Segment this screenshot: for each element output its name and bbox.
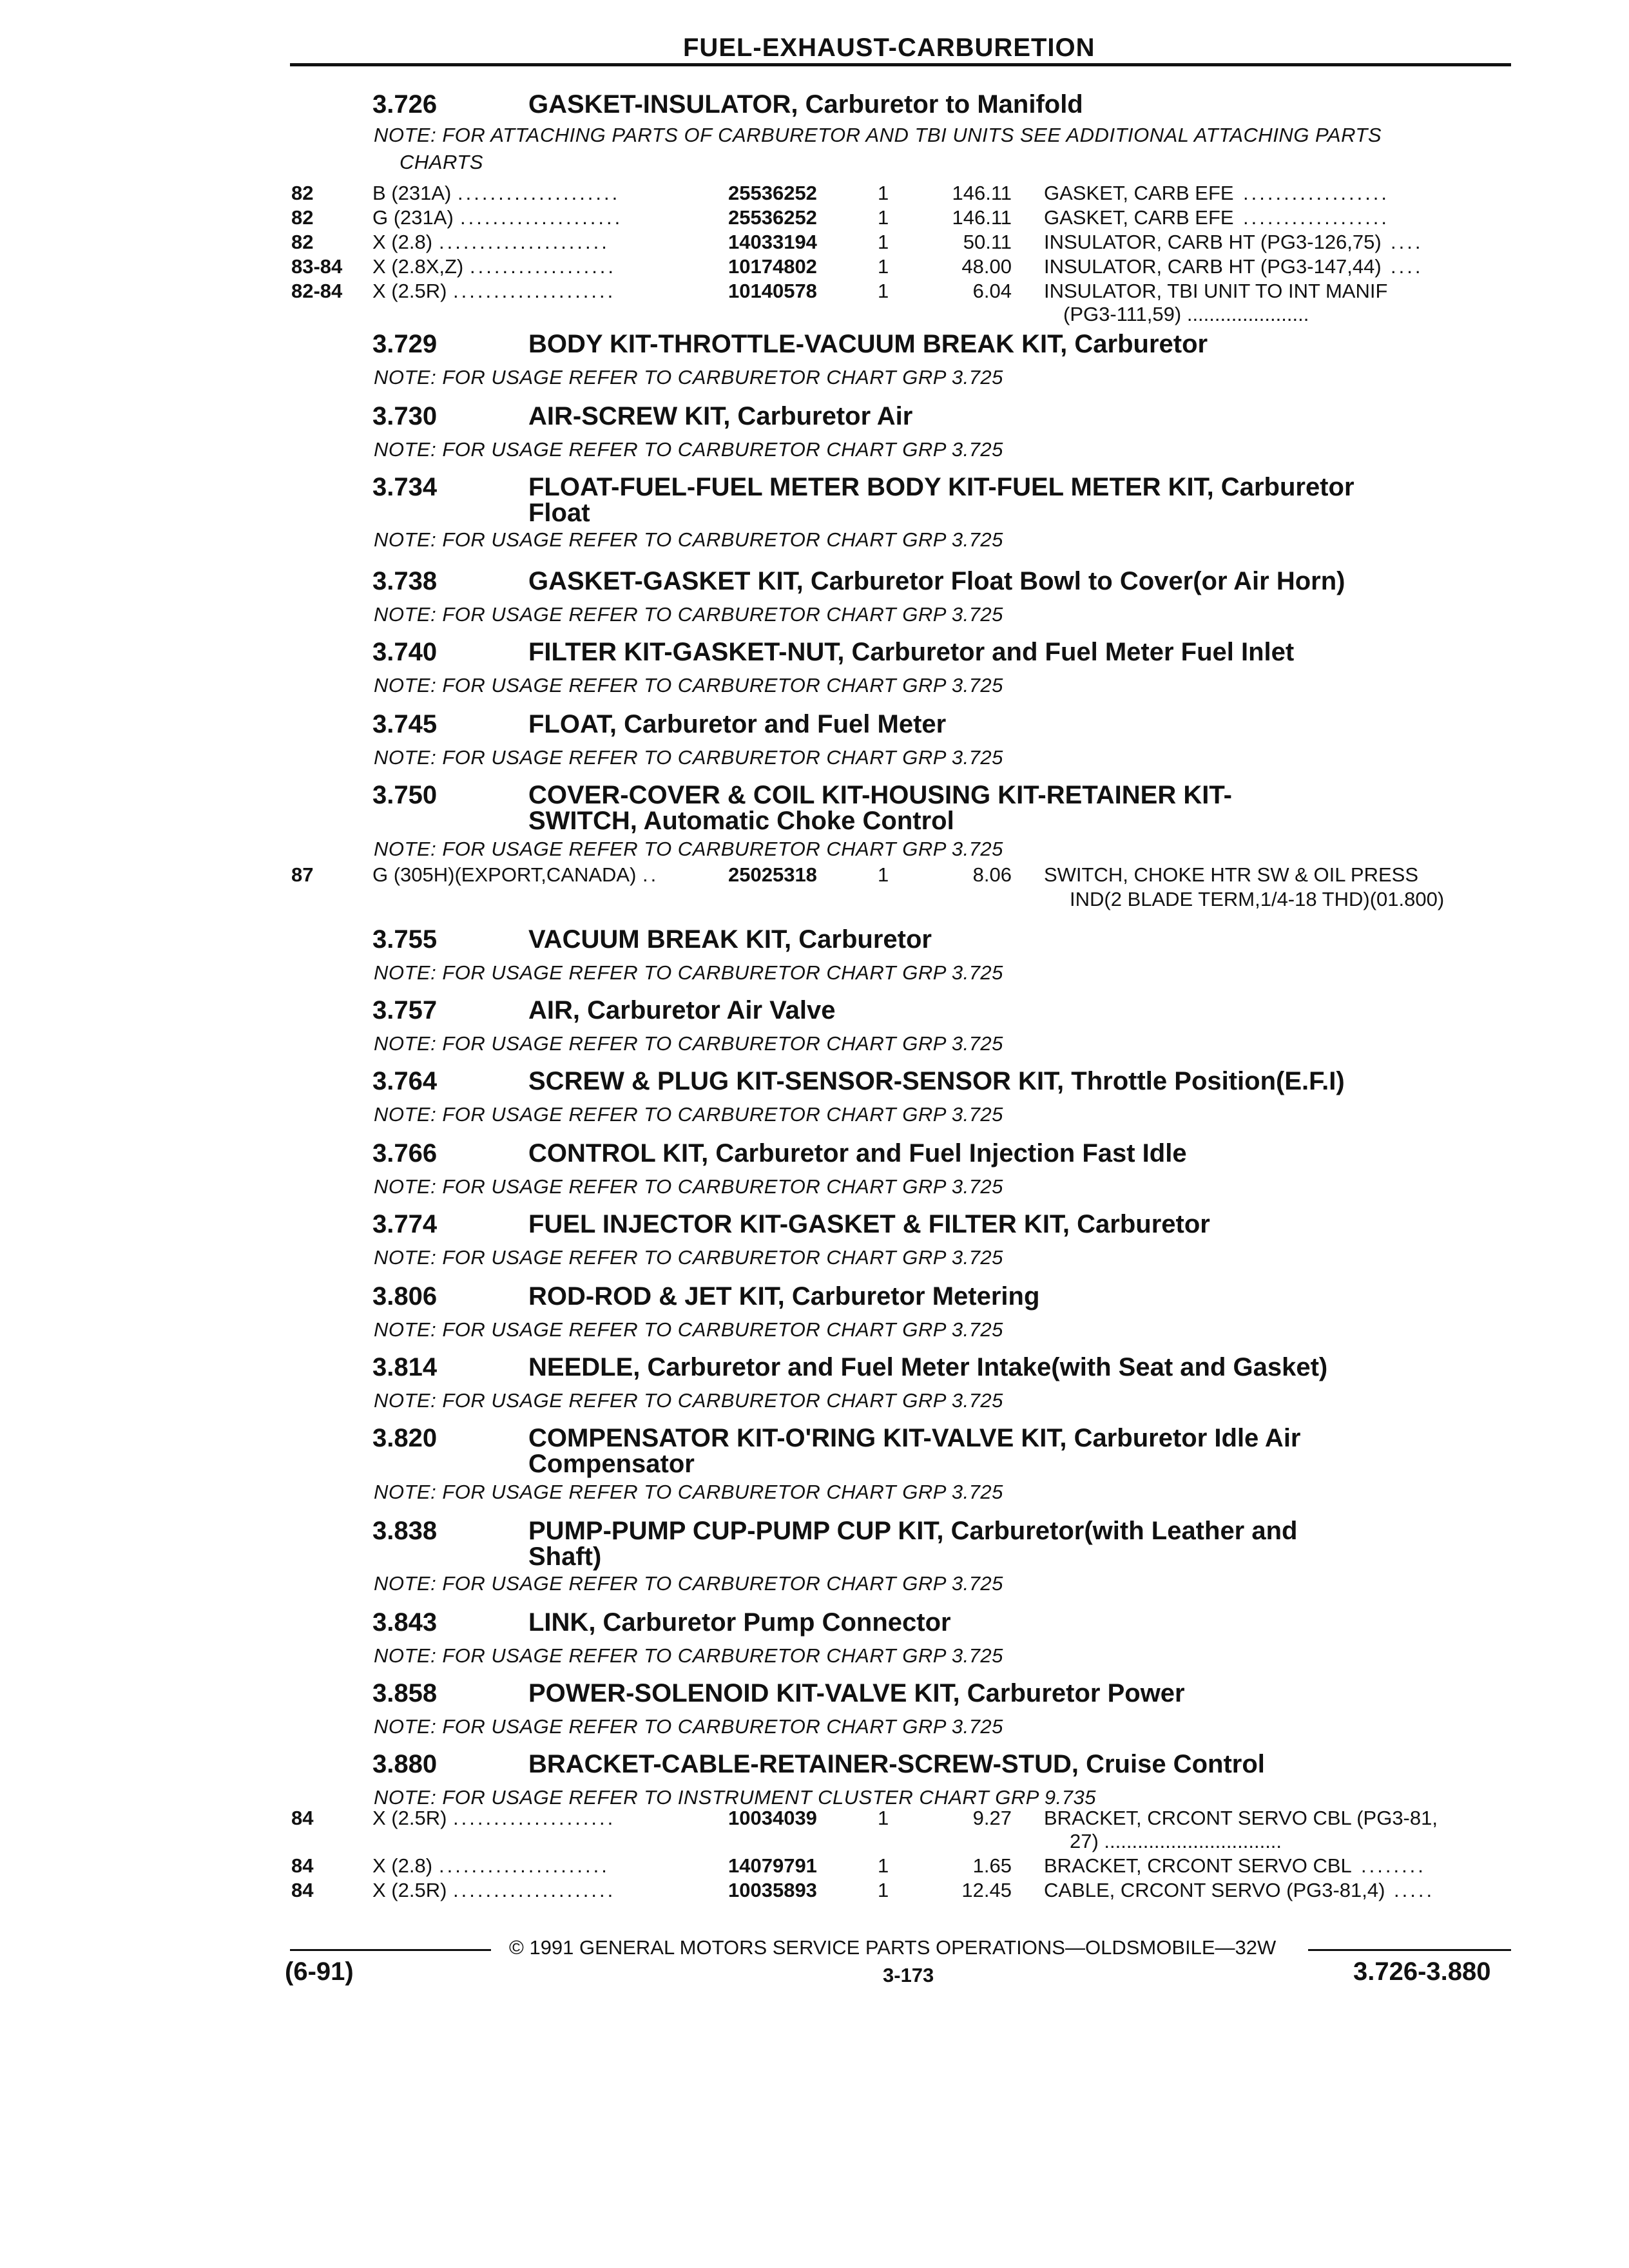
price: 8.06 [972,863,1012,886]
section-title: ROD-ROD & JET KIT, Carburetor Metering [528,1282,1040,1311]
usage-note-continued: CHARTS [400,151,483,173]
footer-rule-left [290,1949,491,1951]
header-rule [290,63,1511,66]
section-title: FILTER KIT-GASKET-NUT, Carburetor and Fuel Meter Fuel Inlet [528,638,1295,666]
part-description: INSULATOR, CARB HT (PG3-147,44) [1044,255,1382,278]
section-number: 3.745 [372,710,438,738]
section-title: VACUUM BREAK KIT, Carburetor [528,925,932,954]
leader-dots: .................... [458,182,621,204]
part-description: INSULATOR, TBI UNIT TO INT MANIF [1044,280,1388,302]
usage-note: NOTE: FOR USAGE REFER TO CARBURETOR CHART GRP 3.725 [374,1481,1003,1503]
section-heading [372,781,1532,835]
section-number: 3.738 [372,567,438,595]
part-row [0,231,1629,255]
section-number: 3.734 [372,473,438,501]
footer-rule-right [1308,1949,1511,1951]
part-number: 25025318 [728,863,817,886]
part-description: INSULATOR, CARB HT (PG3-126,75) [1044,231,1382,253]
description-leader-dots: .................. [1243,206,1390,229]
section-heading [372,1608,1532,1640]
usage-note: NOTE: FOR USAGE REFER TO CARBURETOR CHART GRP 3.725 [374,1318,1003,1341]
section-heading [372,473,1532,527]
section-title: FUEL INJECTOR KIT-GASKET & FILTER KIT, Carburetor [528,1210,1210,1238]
section-heading [372,567,1532,599]
description-leader-dots: ..... [1394,1879,1435,1901]
section-heading [372,1353,1532,1385]
price: 146.11 [952,206,1012,229]
usage-note: NOTE: FOR USAGE REFER TO CARBURETOR CHART GRP 3.725 [374,1389,1003,1412]
section-heading [372,1424,1532,1478]
part-description: CABLE, CRCONT SERVO (PG3-81,4) [1044,1879,1385,1901]
price: 6.04 [972,280,1012,302]
price: 50.11 [963,231,1012,253]
section-title: CONTROL KIT, Carburetor and Fuel Injection Fast Idle [528,1139,1187,1168]
description-leader-dots: ........ [1361,1854,1426,1877]
part-number: 10140578 [728,280,817,302]
section-title: BRACKET-CABLE-RETAINER-SCREW-STUD, Cruise Control [528,1750,1265,1778]
usage-note: NOTE: FOR USAGE REFER TO CARBURETOR CHART GRP 3.725 [374,1715,1003,1738]
part-number: 10034039 [728,1807,817,1829]
section-title: COVER-COVER & COIL KIT-HOUSING KIT-RETAINER KIT- [528,781,1232,809]
part-row [0,280,1629,304]
usage-note: NOTE: FOR USAGE REFER TO CARBURETOR CHART GRP 3.725 [374,961,1003,984]
leader-dots: .. [642,863,659,886]
model-code: X (2.5R) [372,1879,447,1901]
part-number: 10174802 [728,255,817,278]
part-description-continued: 27) ................................ [1070,1830,1282,1852]
leader-dots: .................... [453,1807,616,1829]
section-number: 3.766 [372,1139,438,1168]
section-heading [372,402,1532,434]
section-title: GASKET-INSULATOR, Carburetor to Manifold [528,90,1083,119]
section-title: FLOAT-FUEL-FUEL METER BODY KIT-FUEL METER KIT, Carburetor [528,473,1354,501]
leader-dots: .................... [453,1879,616,1901]
section-title: NEEDLE, Carburetor and Fuel Meter Intake(with Seat and Gasket) [528,1353,1328,1381]
usage-note: NOTE: FOR USAGE REFER TO CARBURETOR CHART GRP 3.725 [374,366,1003,389]
quantity: 1 [878,1879,889,1901]
part-row [0,182,1629,206]
section-number: 3.814 [372,1353,438,1381]
quantity: 1 [878,182,889,204]
quantity: 1 [878,1854,889,1877]
quantity: 1 [878,863,889,886]
leader-dots: .................. [470,255,617,278]
section-number: 3.726 [372,90,438,119]
quantity: 1 [878,1807,889,1829]
part-number: 25536252 [728,206,817,229]
usage-note: NOTE: FOR USAGE REFER TO INSTRUMENT CLUSTER CHART GRP 9.735 [374,1786,1096,1809]
section-number: 3.820 [372,1424,438,1452]
leader-dots: ..................... [439,231,610,253]
section-title: LINK, Carburetor Pump Connector [528,1608,951,1637]
part-description: BRACKET, CRCONT SERVO CBL (PG3-81, [1044,1807,1438,1829]
quantity: 1 [878,255,889,278]
usage-note: NOTE: FOR USAGE REFER TO CARBURETOR CHART GRP 3.725 [374,1103,1003,1126]
section-title: GASKET-GASKET KIT, Carburetor Float Bowl to Cover(or Air Horn) [528,567,1345,595]
description-leader-dots: .................. [1243,182,1390,204]
usage-note: NOTE: FOR USAGE REFER TO CARBURETOR CHART GRP 3.725 [374,746,1003,769]
section-number: 3.843 [372,1608,438,1637]
footer-range: 3.726-3.880 [1353,1957,1491,1986]
section-title: COMPENSATOR KIT-O'RING KIT-VALVE KIT, Carburetor Idle Air [528,1424,1301,1452]
usage-note: NOTE: FOR USAGE REFER TO CARBURETOR CHART GRP 3.725 [374,1175,1003,1198]
model-code: X (2.8) [372,231,433,253]
part-description: GASKET, CARB EFE [1044,206,1234,229]
section-heading [372,638,1532,670]
price: 48.00 [961,255,1012,278]
section-heading [372,1067,1532,1099]
page-header-title: FUEL-EXHAUST-CARBURETION [683,34,1095,62]
section-heading [372,1210,1532,1242]
price: 12.45 [961,1879,1012,1901]
model-year: 84 [291,1854,314,1877]
section-number: 3.774 [372,1210,438,1238]
section-heading [372,1282,1532,1314]
part-description-continued: IND(2 BLADE TERM,1/4-18 THD)(01.800) [1070,888,1445,910]
section-title-continued: Compensator [528,1450,695,1478]
usage-note: NOTE: FOR USAGE REFER TO CARBURETOR CHART GRP 3.725 [374,603,1003,626]
model-year: 82 [291,206,314,229]
part-number: 10035893 [728,1879,817,1901]
section-number: 3.730 [372,402,438,430]
model-year: 84 [291,1807,314,1829]
section-title: SCREW & PLUG KIT-SENSOR-SENSOR KIT, Throttle Position(E.F.I) [528,1067,1345,1095]
section-title-continued: Shaft) [528,1542,602,1571]
section-number: 3.755 [372,925,438,954]
section-title: FLOAT, Carburetor and Fuel Meter [528,710,947,738]
part-row [0,1807,1629,1831]
part-number: 14079791 [728,1854,817,1877]
part-description-continued: (PG3-111,59) ...................... [1063,303,1309,325]
section-title: AIR-SCREW KIT, Carburetor Air [528,402,913,430]
part-row [0,255,1629,280]
usage-note: NOTE: FOR USAGE REFER TO CARBURETOR CHART GRP 3.725 [374,1572,1003,1595]
part-description: BRACKET, CRCONT SERVO CBL [1044,1854,1352,1877]
section-title-continued: SWITCH, Automatic Choke Control [528,807,954,835]
section-heading [372,1517,1532,1571]
section-number: 3.740 [372,638,438,666]
section-number: 3.838 [372,1517,438,1545]
model-year: 82-84 [291,280,343,302]
section-title: BODY KIT-THROTTLE-VACUUM BREAK KIT, Carburetor [528,330,1208,358]
leader-dots: ..................... [439,1854,610,1877]
model-code: G (305H)(EXPORT,CANADA) [372,863,637,886]
leader-dots: .................... [460,206,623,229]
quantity: 1 [878,206,889,229]
section-number: 3.806 [372,1282,438,1311]
description-leader-dots: .... [1391,231,1423,253]
usage-note: NOTE: FOR USAGE REFER TO CARBURETOR CHART GRP 3.725 [374,1644,1003,1667]
section-title: AIR, Carburetor Air Valve [528,996,836,1024]
usage-note: NOTE: FOR USAGE REFER TO CARBURETOR CHART GRP 3.725 [374,674,1003,697]
section-number: 3.858 [372,1679,438,1707]
model-code: X (2.8) [372,1854,433,1877]
usage-note: NOTE: FOR USAGE REFER TO CARBURETOR CHART GRP 3.725 [374,438,1003,461]
part-row [0,1879,1629,1903]
price: 1.65 [972,1854,1012,1877]
section-number: 3.757 [372,996,438,1024]
part-description: SWITCH, CHOKE HTR SW & OIL PRESS [1044,863,1419,886]
model-code: X (2.5R) [372,1807,447,1829]
part-number: 25536252 [728,182,817,204]
footer-date: (6-91) [285,1957,354,1986]
model-year: 82 [291,182,314,204]
footer-page-number: 3-173 [883,1964,934,1986]
model-year: 87 [291,863,314,886]
section-heading [372,925,1532,957]
usage-note: NOTE: FOR USAGE REFER TO CARBURETOR CHART GRP 3.725 [374,528,1003,551]
usage-note: NOTE: FOR USAGE REFER TO CARBURETOR CHART GRP 3.725 [374,1246,1003,1269]
leader-dots: .................... [453,280,616,302]
section-heading [372,710,1532,742]
model-code: X (2.5R) [372,280,447,302]
section-title-continued: Float [528,499,590,527]
price: 146.11 [952,182,1012,204]
model-year: 82 [291,231,314,253]
quantity: 1 [878,280,889,302]
section-title: PUMP-PUMP CUP-PUMP CUP KIT, Carburetor(with Leather and [528,1517,1298,1545]
model-code: G (231A) [372,206,454,229]
description-leader-dots: .... [1391,255,1423,278]
model-code: X (2.8X,Z) [372,255,464,278]
section-heading [372,1750,1532,1782]
section-number: 3.750 [372,781,438,809]
usage-note: NOTE: FOR ATTACHING PARTS OF CARBURETOR AND TBI UNITS SEE ADDITIONAL ATTACHING PARTS [374,124,1382,146]
part-row [0,863,1629,888]
section-number: 3.729 [372,330,438,358]
model-year: 84 [291,1879,314,1901]
section-heading [372,330,1532,362]
section-number: 3.764 [372,1067,438,1095]
section-heading [372,996,1532,1028]
model-year: 83-84 [291,255,343,278]
section-number: 3.880 [372,1750,438,1778]
part-description: GASKET, CARB EFE [1044,182,1234,204]
price: 9.27 [972,1807,1012,1829]
part-row [0,1854,1629,1879]
model-code: B (231A) [372,182,452,204]
section-heading [372,90,1532,122]
section-heading [372,1679,1532,1711]
part-number: 14033194 [728,231,817,253]
section-title: POWER-SOLENOID KIT-VALVE KIT, Carburetor Power [528,1679,1185,1707]
quantity: 1 [878,231,889,253]
usage-note: NOTE: FOR USAGE REFER TO CARBURETOR CHART GRP 3.725 [374,838,1003,860]
footer-copyright: © 1991 GENERAL MOTORS SERVICE PARTS OPERATIONS—OLDSMOBILE—32W [509,1936,1277,1959]
part-row [0,206,1629,231]
section-heading [372,1139,1532,1171]
usage-note: NOTE: FOR USAGE REFER TO CARBURETOR CHART GRP 3.725 [374,1032,1003,1055]
